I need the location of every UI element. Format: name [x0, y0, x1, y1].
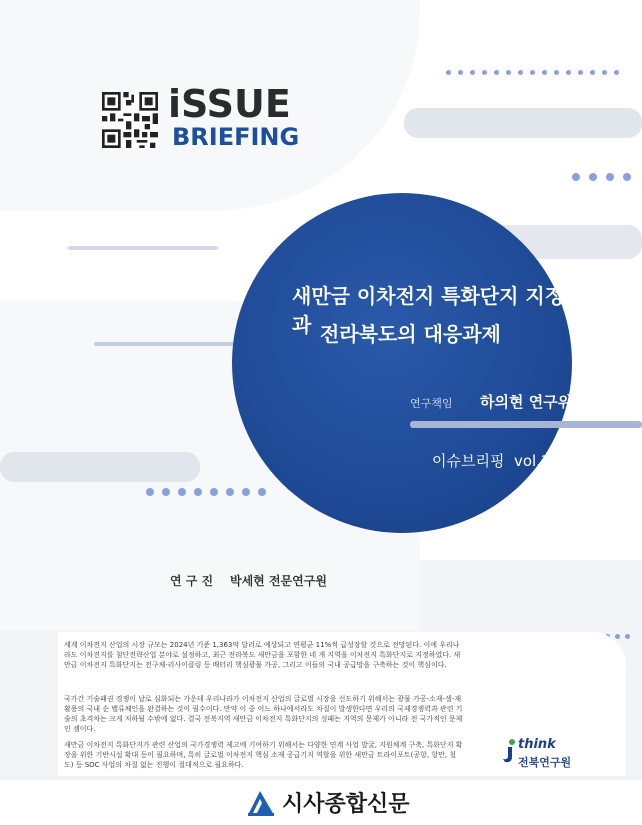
title-circle [232, 193, 572, 533]
org-logo-think: think [518, 737, 556, 752]
responsible-name: 하의현 연구위원 [480, 393, 587, 411]
decor-line [68, 246, 218, 250]
jeonbuk-institute-logo-icon [500, 738, 518, 764]
researchers-name: 박세현 전문연구원 [230, 574, 327, 588]
responsible-label: 연구책임 [410, 397, 453, 410]
report-title-line2: 전라북도의 대응과제 [320, 322, 501, 346]
summary-paragraph: 국가간 기술패권 경쟁이 날로 심화되는 가운데 우리나라가 이차전지 산업의 글로벌 시장을 선도하기 위해서는 광물 가공-소재-셀-재활용의 국내 순 밸류체인을 완결하는 것이 필수이다. 만약 이 중 어느 하나에서라도 차질이 발생한다면 우리의 국제경쟁력과 관련 기술의 초격차는 크게 저하될 수밖에 없다. 결국 전북지역 새만금 이차전지 특화단지의 성패는 지역의 문제가 아니라 전 국가적인 문제인 셈이다. [64, 695, 463, 733]
decor-pill [404, 108, 642, 138]
decor-dots [446, 70, 619, 75]
decor-line [94, 342, 244, 346]
decor-pill [0, 452, 200, 482]
org-logo-name: 전북연구원 [518, 756, 572, 769]
summary-paragraph: 세계 이차전지 산업의 시장 규모는 2024년 기준 1,363억 달러로 예상되고 연평균 11%씩 급성장할 것으로 전망된다. 이에 우리나라도 이차전지를 첨단전략산업 분야로 설정하고, 최근 전라북도 새만금을 포함한 네 개 지역을 이차전지 특화단지로 지정하였다. 새만금 이차전지 특화단지는 전구체·리사이클링 등 배터리 핵심광물 가공, 그리고 이들의 국내 공급망을 구축하는 것이 핵심이다. [64, 641, 461, 669]
decor-dots [146, 488, 266, 496]
decor-bar [410, 421, 642, 428]
issue-number: 이슈브리핑 vol.287 [432, 452, 570, 470]
issue-logo-text: iSSUE [168, 82, 291, 126]
qr-code-icon[interactable] [102, 92, 158, 148]
publisher-logo-icon [246, 789, 276, 817]
decor-dots [572, 173, 631, 181]
report-title-line1: 새만금 이차전지 특화단지 지정과 [292, 284, 565, 337]
briefing-logo-text: BRIEFING [172, 123, 300, 151]
publisher-name: 시사종합신문 [282, 792, 410, 817]
researchers-label: 연 구 진 [170, 574, 214, 588]
summary-paragraph: 새만금 이차전지 특화단지가 관련 산업의 국가경쟁력 제고에 기여하기 위해서는 다양한 연계 사업 발굴, 지원체계 구축, 특화단지 확장을 위한 기반시설 확대 등이 필요하며, 특히 글로벌 이차전지 핵심 소재 공급기지 역할을 위한 새만금 트라이포트(공항, 항만, 철도) 등 SOC 사업의 차질 없는 진행이 절대적으로 필요하다. [64, 741, 463, 769]
